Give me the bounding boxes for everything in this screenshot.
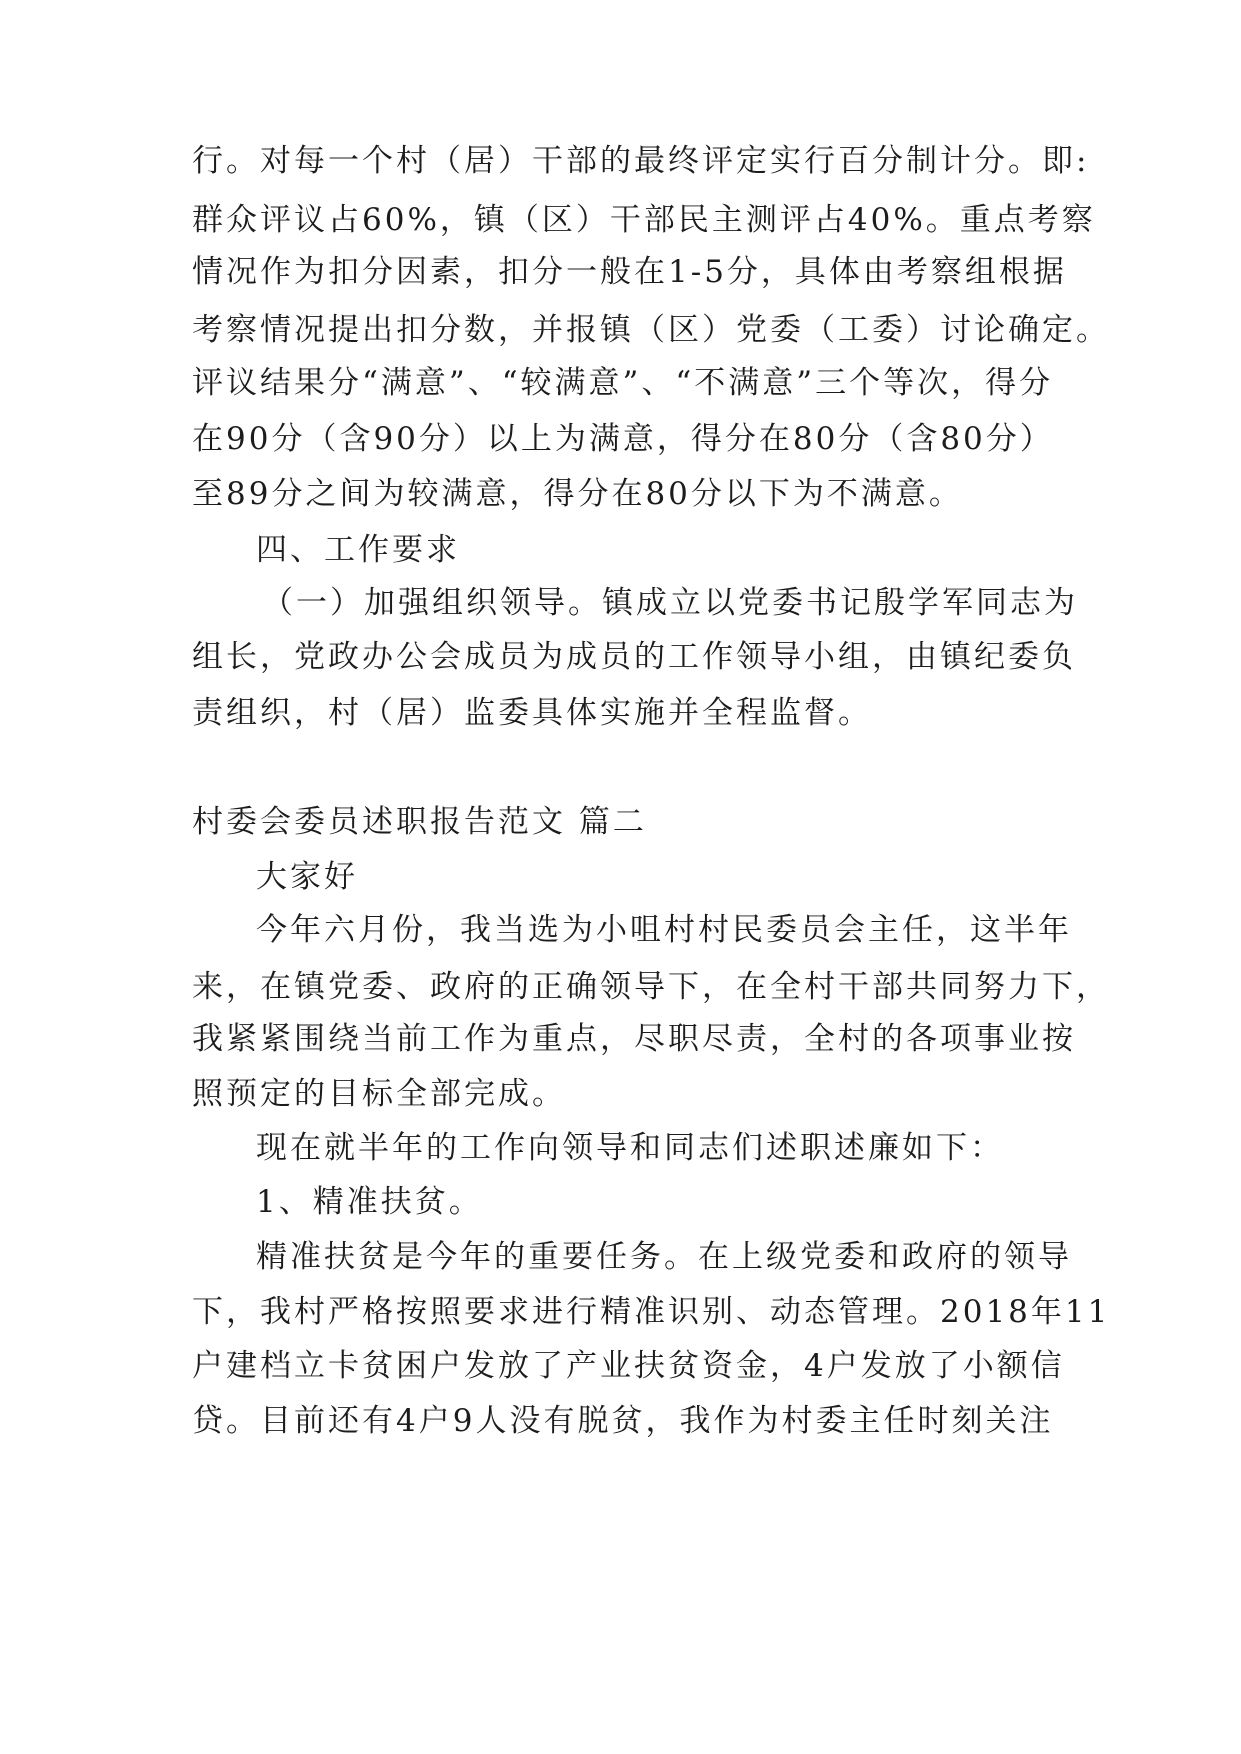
paragraph-line: （一）加强组织领导。镇成立以党委书记殷学军同志为: [262, 585, 1078, 621]
paragraph-line: 在90分（含90分）以上为满意，得分在80分（含80分）: [192, 421, 1054, 457]
paragraph-line: 至89分之间为较满意，得分在80分以下为不满意。: [192, 476, 963, 512]
section-heading: 四、工作要求: [256, 532, 460, 568]
paragraph-line: 我紧紧围绕当前工作为重点，尽职尽责，全村的各项事业按: [192, 1021, 1076, 1057]
paragraph-line: 群众评议占60%，镇（区）干部民主测评占40%。重点考察: [192, 202, 1096, 238]
paragraph-line: 现在就半年的工作向领导和同志们述职述廉如下：: [256, 1130, 1004, 1166]
article-title: 村委会委员述职报告范文 篇二: [192, 804, 647, 840]
paragraph-line: 来，在镇党委、政府的正确领导下，在全村干部共同努力下，: [192, 969, 1110, 1005]
item-heading: 1、精准扶贫。: [256, 1184, 483, 1220]
paragraph-line: 情况作为扣分因素，扣分一般在1-5分，具体由考察组根据: [192, 254, 1067, 290]
paragraph-line: 组长，党政办公会成员为成员的工作领导小组，由镇纪委负: [192, 639, 1076, 675]
paragraph-line: 评议结果分“满意”、“较满意”、“不满意”三个等次，得分: [192, 365, 1054, 401]
paragraph-line: 考察情况提出扣分数，并报镇（区）党委（工委）讨论确定。: [192, 312, 1110, 348]
paragraph-line: 贷。目前还有4户9人没有脱贫，我作为村委主任时刻关注: [192, 1403, 1054, 1439]
paragraph-line: 户建档立卡贫困户发放了产业扶贫资金，4户发放了小额信: [192, 1348, 1065, 1384]
paragraph-line: 今年六月份，我当选为小咀村村民委员会主任，这半年: [256, 912, 1072, 948]
greeting: 大家好: [256, 859, 358, 895]
paragraph-line: 下，我村严格按照要求进行精准识别、动态管理。2018年11: [192, 1294, 1111, 1330]
paragraph-line: 精准扶贫是今年的重要任务。在上级党委和政府的领导: [256, 1239, 1072, 1275]
paragraph-line: 照预定的目标全部完成。: [192, 1076, 566, 1112]
paragraph-line: 责组织，村（居）监委具体实施并全程监督。: [192, 695, 872, 731]
paragraph-line: 行。对每一个村（居）干部的最终评定实行百分制计分。即:: [192, 143, 1090, 179]
